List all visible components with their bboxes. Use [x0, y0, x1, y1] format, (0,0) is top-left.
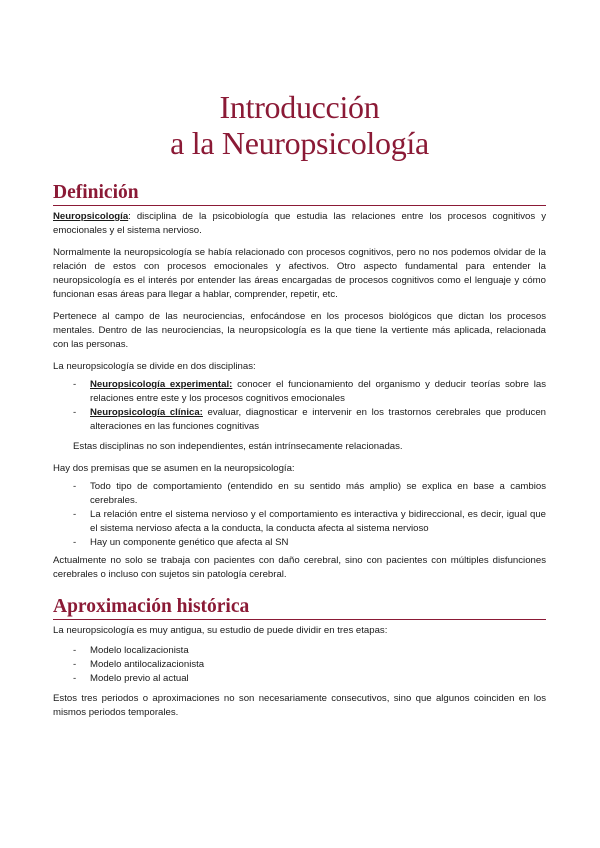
title-line-2: a la Neuropsicología	[170, 125, 429, 161]
list-item	[53, 378, 546, 406]
section-heading-aproximacion: Aproximación histórica	[53, 596, 546, 620]
paragraph: Hay dos premisas que se asumen en la neuropsicología:	[53, 463, 295, 474]
list-item-term: Neuropsicología clínica:	[90, 407, 203, 418]
list-item-text: evaluar, diagnosticar e intervenir en los trastornos cerebrales que producen alteraciones en las funciones cognitivas	[90, 407, 546, 432]
definition-text: : disciplina de la psicobiología que estudia las relaciones entre los procesos cognitivos y emocionales y el sistema nervioso.	[53, 211, 546, 236]
list-item: - La relación entre el sistema nervioso y el comportamiento es interactiva y bidireccional, es decir, igual que el sistema nervioso afecta a la conducta, la conducta afecta al sistema nervioso	[53, 508, 546, 536]
paragraph: Actualmente no solo se trabaja con pacientes con daño cerebral, sino con pacientes con múltiples disfunciones cerebrales o incluso con sujetos sin patología cerebral.	[53, 555, 546, 580]
definition-paragraph	[53, 210, 546, 238]
paragraph: Pertenece al campo de las neurociencias, enfocándose en los procesos biológicos que dictan los procesos mentales. Dentro de las neurociencias, la neuropsicología es la que tiene la vertiente más aplicada, relacionada con las personas.	[53, 311, 546, 350]
title-line-1: Introducción	[219, 89, 380, 125]
section-heading-definicion: Definición	[53, 182, 546, 206]
list-item: - Hay un componente genético que afecta al SN	[53, 536, 546, 550]
paragraph: La neuropsicología se divide en dos disciplinas:	[53, 361, 256, 372]
disciplines-list	[53, 378, 546, 434]
document-title	[53, 89, 546, 161]
definition-term: Neuropsicología	[53, 211, 129, 222]
paragraph: La neuropsicología es muy antigua, su estudio de puede dividir en tres etapas:	[53, 625, 388, 636]
list-item: - Modelo antilocalizacionista	[53, 658, 546, 672]
list-item: - Todo tipo de comportamiento (entendido en su sentido más amplio) se explica en base a cambios cerebrales.	[53, 480, 546, 508]
list-item: - Modelo localizacionista	[53, 644, 546, 658]
list-item: - Modelo previo al actual	[53, 672, 546, 686]
document-page	[53, 0, 546, 720]
list-item-text: conocer el funcionamiento del organismo y deducir teorías sobre las relaciones entre este y los procesos cognitivos emocionales	[90, 379, 546, 404]
premises-list	[53, 480, 546, 550]
list-item-term: Neuropsicología experimental:	[90, 379, 233, 390]
list-item	[53, 406, 546, 434]
paragraph: Estos tres periodos o aproximaciones no son necesariamente consecutivos, sino que algunos coinciden en los mismos periodos temporales.	[53, 693, 546, 718]
paragraph: Estas disciplinas no son independientes, están intrínsecamente relacionadas.	[73, 441, 403, 452]
paragraph: Normalmente la neuropsicología se había relacionado con procesos cognitivos, pero no nos podemos olvidar de la relación de estos con procesos emocionales y afectivos. Otro aspecto fundamental para entender la neuropsicología es el interés por entender las áreas encargadas de procesos cognitivos como el lenguaje y cómo funcionan esas áreas para llegar a hablar, comprender, repetir, etc.	[53, 247, 546, 300]
models-list	[53, 644, 546, 686]
